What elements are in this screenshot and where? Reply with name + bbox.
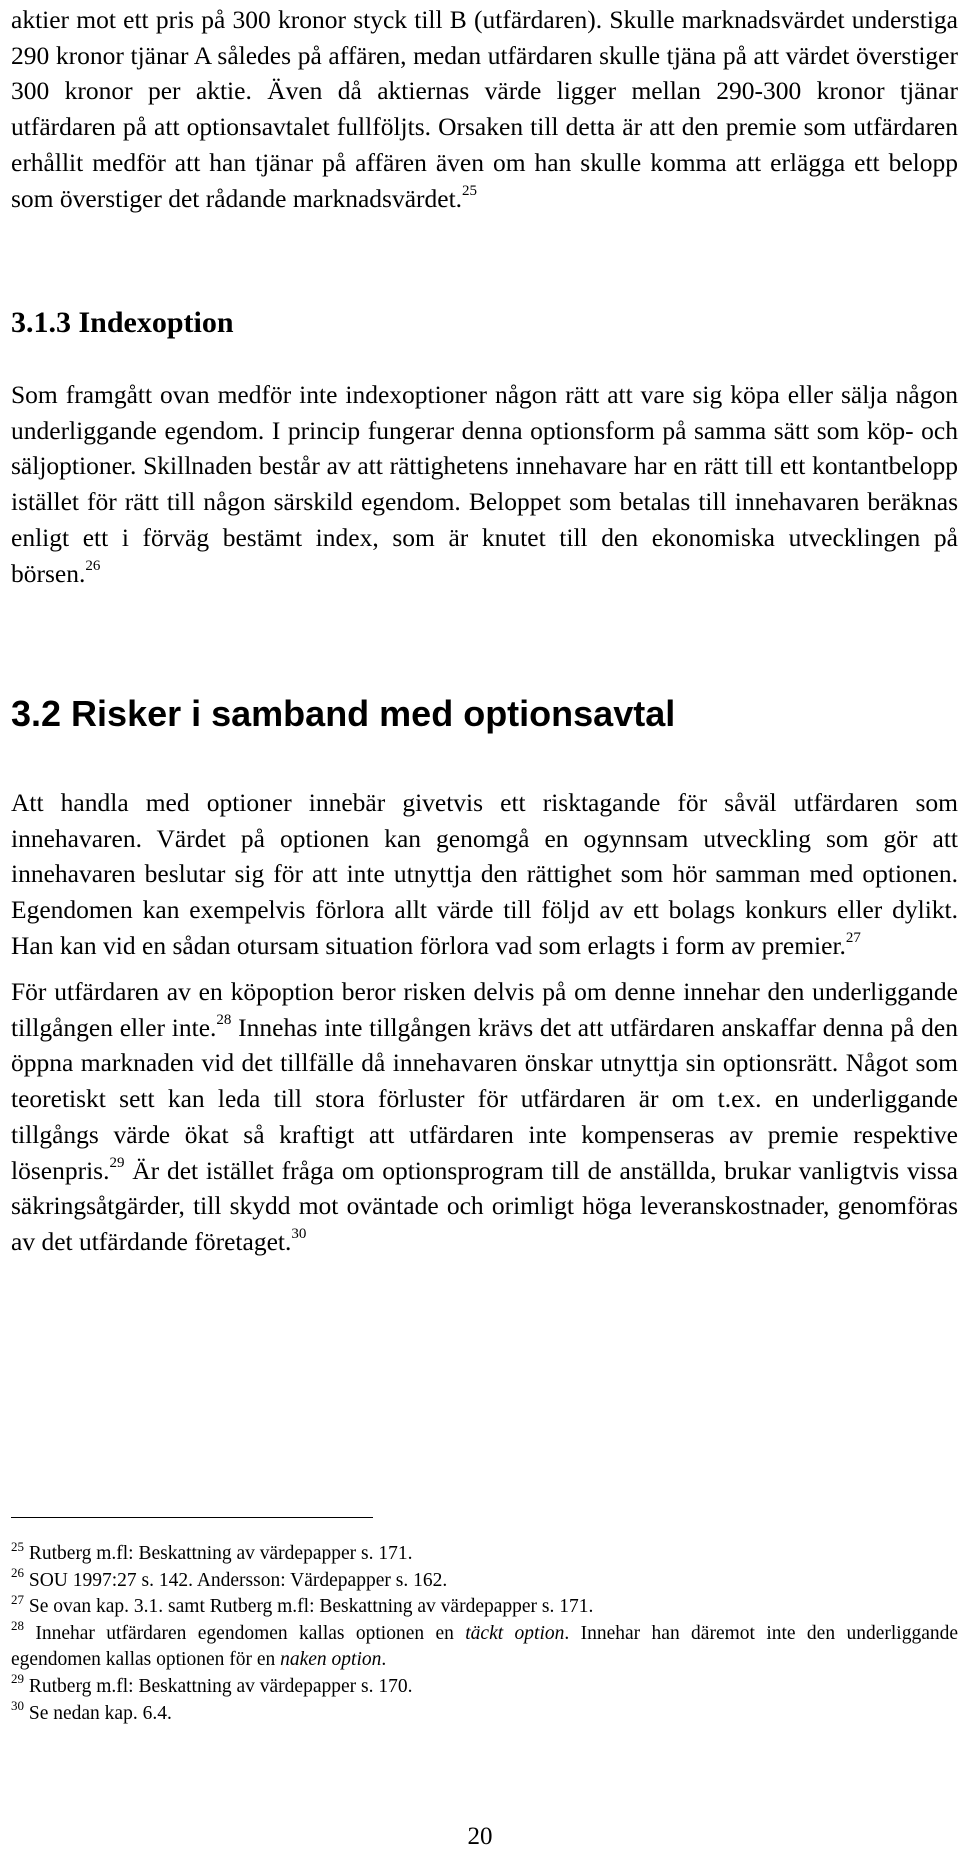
- paragraph-indexoption: [11, 377, 958, 591]
- footnote-number: 26: [11, 1565, 24, 1581]
- footnote-26: [11, 1565, 958, 1595]
- footnote-ref-28[interactable]: 28: [216, 1012, 232, 1029]
- footnote-text: . Innehar han däremot inte den underliggande egendomen kallas optionen för en: [11, 1622, 958, 1671]
- footnote-ref-27[interactable]: 27: [845, 930, 861, 947]
- paragraph-risker-intro: [11, 785, 958, 964]
- footnote-number: 29: [11, 1671, 24, 1687]
- paragraph-text: Är det istället fråga om optionsprogram till de anställda, brukar vanligtvis vissa säkringsåtgärder, till skydd mot oväntade och orimligt höga leveranskostnader, genomföras av det utfärdande företaget.: [11, 1155, 958, 1256]
- page-number: 20: [467, 1823, 493, 1850]
- footnote-ref-30[interactable]: 30: [291, 1226, 307, 1243]
- paragraph-risker-utfardare: [11, 974, 958, 1260]
- footnote-text: .: [381, 1649, 387, 1671]
- footnotes: [11, 1538, 958, 1727]
- footnote-text: Innehar utfärdaren egendomen kallas optionen en: [24, 1622, 466, 1644]
- paragraph-text: Innehas inte tillgången krävs det att utfärdaren anskaffar denna på den öppna marknaden vid det tillfälle då innehavaren önskar utnyttja sin optionsrätt. Något som teoretiskt sett kan leda till stora förluster för utfärdaren är om t.ex. en underliggande tillgångs värde ökat så kraftigt att utfärdaren inte kompenseras av premie respektive lösenpris.: [11, 1012, 958, 1185]
- footnote-text: Se nedan kap. 6.4.: [24, 1702, 172, 1724]
- footnote-ref-25[interactable]: 25: [462, 183, 478, 200]
- paragraph-text: För utfärdaren av en köpoption beror risken delvis på om denne innehar den underliggande tillgången eller inte.: [11, 977, 958, 1042]
- section-heading-indexoption: 3.1.3 Indexoption: [11, 306, 234, 339]
- footnote-number: 30: [11, 1698, 24, 1714]
- footnote-number: 25: [11, 1538, 24, 1554]
- footnote-number: 28: [11, 1618, 24, 1634]
- footnote-term: naken option: [280, 1649, 382, 1671]
- footnote-29: [11, 1671, 958, 1701]
- footnote-text: Rutberg m.fl: Beskattning av värdepapper s. 171.: [24, 1543, 413, 1564]
- footnote-text: Rutberg m.fl: Beskattning av värdepapper s. 170.: [24, 1675, 413, 1697]
- paragraph-option-example: [11, 2, 958, 216]
- footnote-number: 27: [11, 1591, 24, 1607]
- footnote-27: [11, 1591, 958, 1621]
- footnote-separator: [11, 1517, 373, 1518]
- section-heading-risker: 3.2 Risker i samband med optionsavtal: [11, 693, 676, 734]
- footnote-text: Se ovan kap. 3.1. samt Rutberg m.fl: Beskattning av värdepapper s. 171.: [24, 1596, 594, 1618]
- footnote-30: [11, 1698, 958, 1728]
- paragraph-text: Att handla med optioner innebär givetvis ett risktagande för såväl utfärdaren som innehavaren. Värdet på optionen kan genomgå en ogynnsam utveckling som gör att innehavaren beslutar sig för att inte utnyttja den rättighet som hör samman med optionen. Egendomen kan exempelvis förlora allt värde till följd av ett bolags konkurs eller dylikt. Han kan vid en sådan otursam situation förlora vad som erlagts i form av premier.: [11, 788, 958, 960]
- footnote-ref-26[interactable]: 26: [85, 558, 101, 575]
- footnote-25: [11, 1538, 958, 1568]
- footnote-text: SOU 1997:27 s. 142. Andersson: Värdepapper s. 162.: [24, 1569, 448, 1591]
- footnote-ref-29[interactable]: 29: [109, 1155, 125, 1172]
- paragraph-text: Som framgått ovan medför inte indexoptioner någon rätt att vare sig köpa eller sälja någon underliggande egendom. I princip fungerar denna optionsform på samma sätt som köp- och säljoptioner. Skillnaden består av att rättighetens innehavare har en rätt till ett kontantbelopp istället för rätt till någon särskild egendom. Beloppet som betalas till innehavaren beräknas enligt ett i förväg bestämt index, som är knutet till den ekonomiska utvecklingen på börsen.: [11, 380, 958, 588]
- paragraph-text: aktier mot ett pris på 300 kronor styck till B (utfärdaren). Skulle marknadsvärdet understiga 290 kronor tjänar A således på affären, medan utfärdaren skulle tjäna på att värdet överstiger 300 kronor per aktie. Även då aktiernas värde ligger mellan 290-300 kronor tjänar utfärdaren på att optionsavtalet fullföljts. Orsaken till detta är att den premie som utfärdaren erhållit medför att han tjänar på affären även om han skulle komma att erlägga ett belopp som överstiger det rådande marknadsvärdet.: [11, 5, 958, 213]
- footnote-term: täckt option: [465, 1622, 565, 1644]
- footnote-28: [11, 1618, 958, 1674]
